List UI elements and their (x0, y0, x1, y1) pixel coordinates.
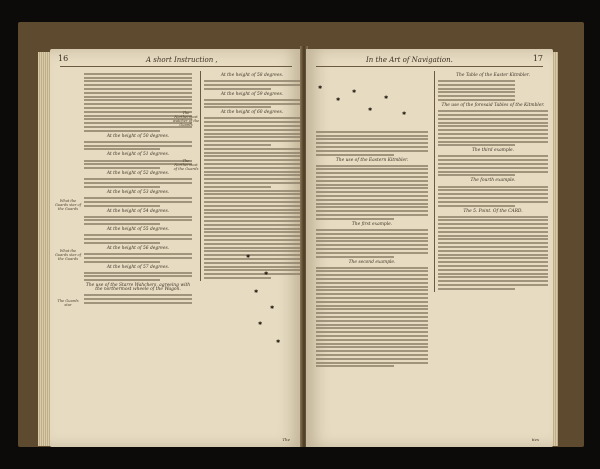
header-rule (316, 66, 543, 67)
right-column-2 (434, 71, 548, 292)
section-heading: The use of the Eastern Kitmbler. (335, 157, 409, 163)
page-number-right: 17 (532, 54, 543, 63)
star-mark: ✱ (318, 85, 323, 91)
margin-note: What the Guards star of the Guards (54, 199, 82, 211)
header-rule (60, 66, 292, 67)
table-block (438, 80, 548, 101)
section-heading: At the height of 55 degrees. (106, 227, 170, 233)
star-mark: ✱ (402, 111, 407, 117)
table-title: The Table of the Easter Kitmbler. (456, 73, 530, 78)
star-mark: ✱ (384, 95, 389, 101)
section-heading: At the height of 60 degrees. (220, 110, 284, 116)
margin-note: The Guards star (57, 299, 79, 307)
section-heading: The fourth example. (470, 178, 516, 184)
section-heading: The use of the foresaid Tables of the Kitmbler. (441, 103, 545, 109)
section-heading: At the height of 54 degrees. (106, 208, 170, 214)
star-mark: ✱ (258, 321, 263, 327)
section-heading: At the height of 59 degrees. (220, 91, 284, 97)
running-head-left: A short Instruction , (146, 56, 218, 64)
star-mark: ✱ (352, 89, 357, 95)
margin-note: The Northermost watcher of the Guards (172, 111, 200, 127)
left-column-1 (84, 71, 192, 306)
section-heading: At the height of 50 degrees. (106, 133, 170, 139)
margin-note: What the Guards star of the Guards (54, 249, 82, 261)
star-mark: ✱ (276, 339, 281, 345)
section-heading: At the height of 52 degrees. (106, 171, 170, 177)
section-heading: At the height of 58 degrees. (220, 73, 284, 78)
star-mark: ✱ (246, 254, 251, 260)
section-heading: The second example. (348, 259, 396, 265)
book-spread (18, 22, 584, 447)
right-page (306, 49, 553, 447)
left-page (50, 49, 302, 447)
section-heading: The 5. Point. Of the CARD. (463, 208, 523, 214)
section-heading: The first example. (351, 221, 393, 227)
star-mark: ✱ (254, 289, 259, 295)
section-heading: At the height of 51 degrees. (106, 152, 170, 158)
catchword: ties (531, 437, 539, 442)
section-heading: At the height of 56 degrees. (106, 245, 170, 251)
margin-note: The Northermost of the Guards (173, 159, 199, 171)
star-mark: ✱ (264, 271, 269, 277)
section-heading: At the height of 57 degrees. (106, 264, 170, 270)
section-heading: The third example. (471, 148, 515, 154)
section-heading: At the height of 53 degrees. (106, 189, 170, 195)
right-column-1 (316, 129, 428, 369)
catchword: The (282, 437, 290, 442)
section-heading: The use of the Starre Wahchers, agreeing with the northermost wheele of the Wagon. (85, 283, 191, 293)
left-column-2 (200, 71, 300, 281)
running-head-right: In the Art of Navigation. (366, 56, 453, 64)
star-mark: ✱ (368, 107, 373, 113)
star-mark: ✱ (336, 97, 341, 103)
page-number-left: 16 (58, 54, 69, 63)
star-mark: ✱ (270, 305, 275, 311)
